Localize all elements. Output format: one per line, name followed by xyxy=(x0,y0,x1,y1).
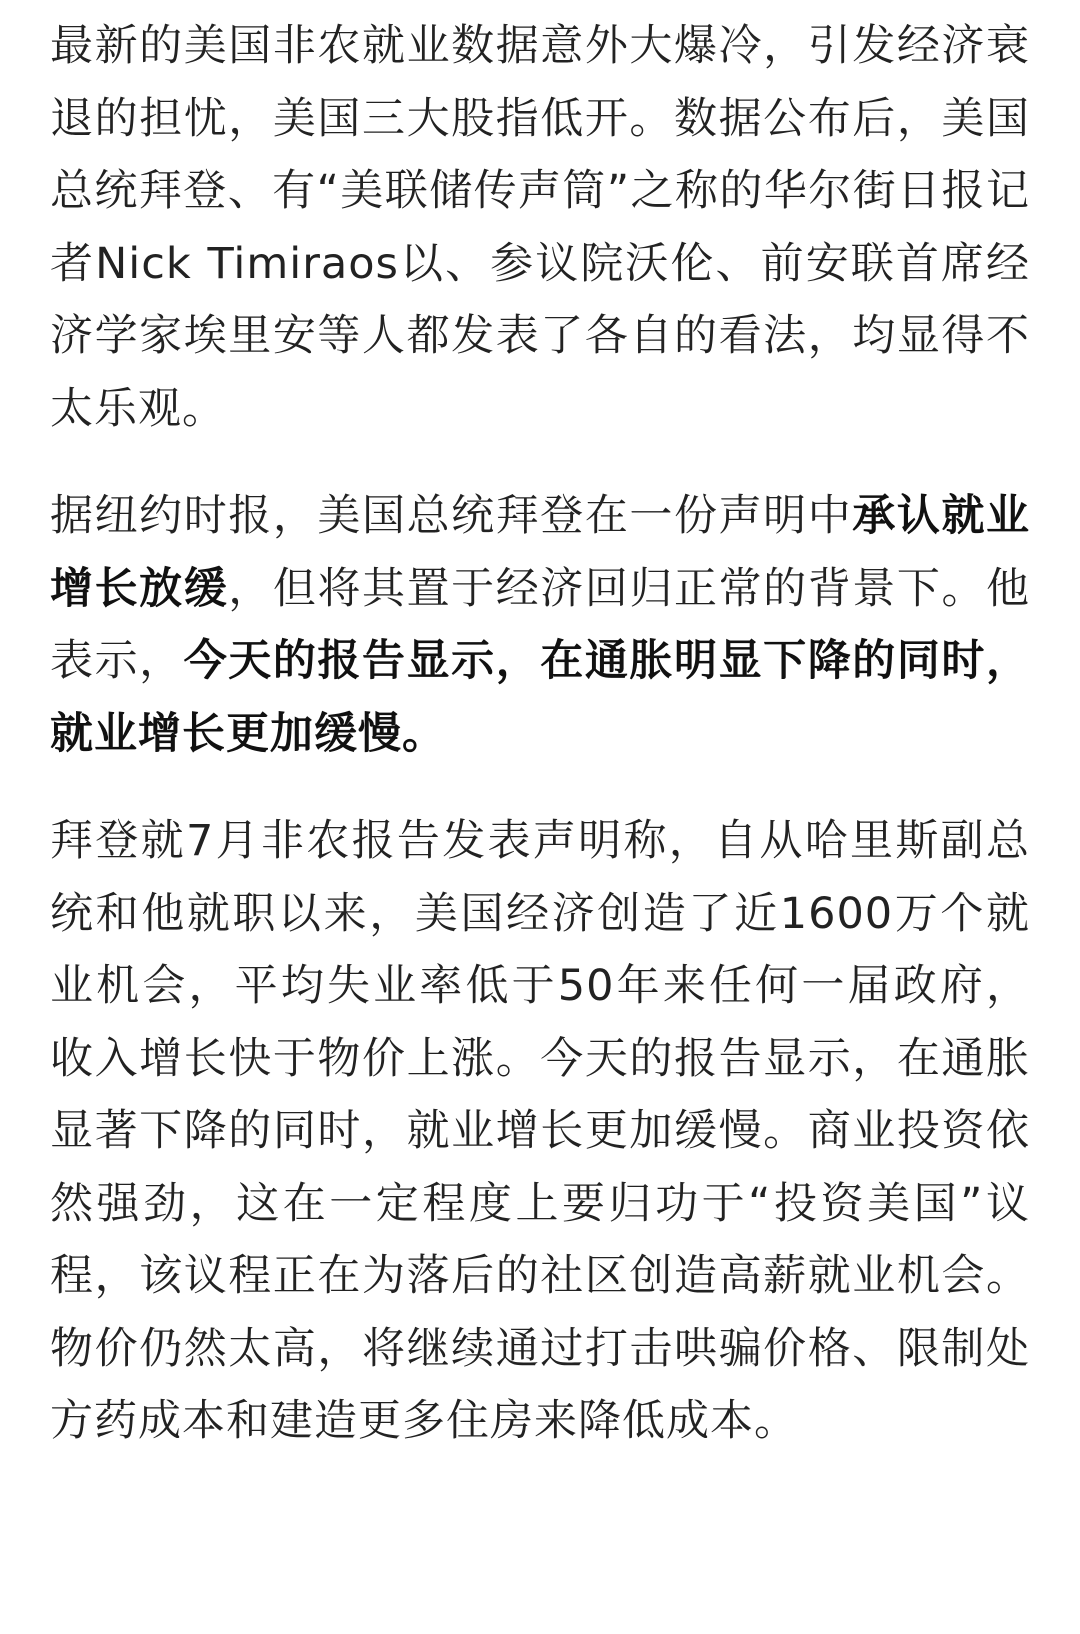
paragraph-text: ，但将其置于经济回归正常的背景下。他表示， xyxy=(50,563,1031,686)
paragraph-nyt-report xyxy=(50,480,1030,770)
paragraph-biden-statement: 拜登就7月非农报告发表声明称，自从哈里斯副总统和他就职以来，美国经济创造了近1600万个就业机会，平均失业率低于50年来任何一届政府，收入增长快于物价上涨。今天的报告显示，在通胀显著下降的同时，就业增长更加缓慢。商业投资依然强劲，这在一定程度上要归功于“投资美国”议程，该议程正在为落后的社区创造高薪就业机会。物价仍然太高，将继续通过打击哄骗价格、限制处方药成本和建造更多住房来降低成本。 xyxy=(50,816,1030,1446)
paragraph-intro: 最新的美国非农就业数据意外大爆冷，引发经济衰退的担忧，美国三大股指低开。数据公布后，美国总统拜登、有“美联储传声筒”之称的华尔街日报记者Nick Timiraos以、参议院沃伦、前安联首席经济学家埃里安等人都发表了各自的看法，均显得不太乐观。 xyxy=(50,21,1030,434)
bold-highlight: 承认就业增长放缓 xyxy=(50,491,1031,614)
bold-highlight: 今天的报告显示，在通胀明显下降的同时，就业增长更加缓慢。 xyxy=(50,636,1031,759)
paragraph-text: 据纽约时报，美国总统拜登在一份声明中 xyxy=(50,491,853,541)
